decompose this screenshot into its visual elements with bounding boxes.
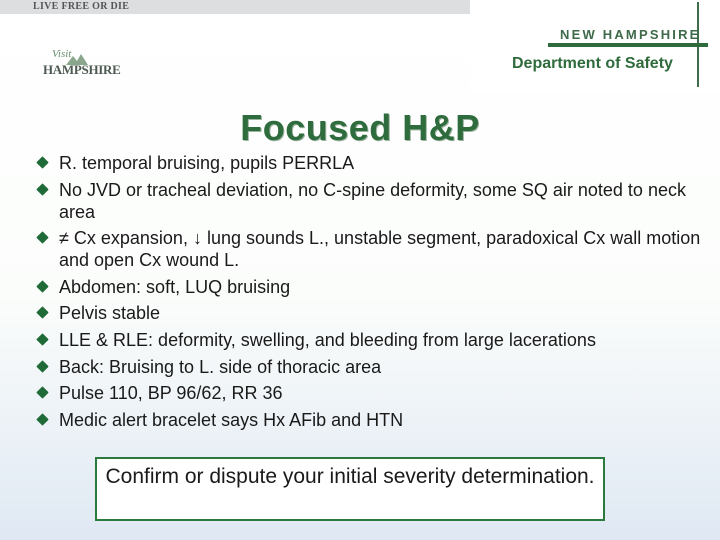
diamond-bullet-icon xyxy=(36,231,48,243)
list-item xyxy=(36,382,706,404)
diamond-bullet-icon xyxy=(36,183,48,195)
list-item xyxy=(36,179,706,223)
state-name: NEW HAMPSHIRE xyxy=(560,27,701,42)
list-item xyxy=(36,276,706,298)
bullet-text-post: lung sounds L., unstable segment, paradoxical Cx wall motion and open Cx wound L. xyxy=(59,228,701,271)
list-item xyxy=(36,152,706,174)
list-item xyxy=(36,329,706,351)
bullet-text: LLE & RLE: deformity, swelling, and bleeding from large lacerations xyxy=(59,329,596,350)
state-motto: LIVE FREE OR DIE xyxy=(33,1,130,12)
bullet-text: R. temporal bruising, pupils PERRLA xyxy=(59,153,355,173)
diamond-bullet-icon xyxy=(36,386,48,398)
diamond-bullet-icon xyxy=(36,413,48,425)
diamond-bullet-icon xyxy=(36,333,48,345)
bullet-text: Pelvis stable xyxy=(59,303,161,324)
logo-script: Visit xyxy=(52,48,72,60)
nh-logo xyxy=(38,48,128,86)
bullet-list xyxy=(36,152,706,435)
list-item xyxy=(36,227,706,271)
diamond-bullet-icon xyxy=(36,156,48,168)
bullet-text-pre: ≠ Cx expansion, xyxy=(59,228,193,249)
prompt-text: Confirm or dispute your initial severity determination. xyxy=(105,465,595,488)
department-name: Department of Safety xyxy=(512,55,673,72)
diamond-bullet-icon xyxy=(36,307,48,319)
bullet-text: Medic alert bracelet says Hx AFib and HTN xyxy=(59,409,404,430)
list-item xyxy=(36,302,706,324)
bullet-text: No JVD or tracheal deviation, no C-spine deformity, some SQ air noted to neck area xyxy=(59,179,686,222)
bullet-text: Back: Bruising to L. side of thoracic area xyxy=(59,356,382,377)
down-arrow-icon: ↓ xyxy=(192,228,202,249)
logo-text: HAMPSHIRE xyxy=(43,62,121,77)
prompt-box xyxy=(95,457,605,521)
header-green-line xyxy=(548,43,708,47)
slide-title-text: Focused H&P xyxy=(240,107,480,148)
slide-title xyxy=(0,106,720,150)
diamond-bullet-icon xyxy=(36,360,48,372)
bullet-text: Pulse 110, BP 96/62, RR 36 xyxy=(59,383,283,404)
list-item xyxy=(36,356,706,378)
bullet-text: Abdomen: soft, LUQ bruising xyxy=(59,276,291,297)
diamond-bullet-icon xyxy=(36,280,48,292)
list-item xyxy=(36,409,706,431)
